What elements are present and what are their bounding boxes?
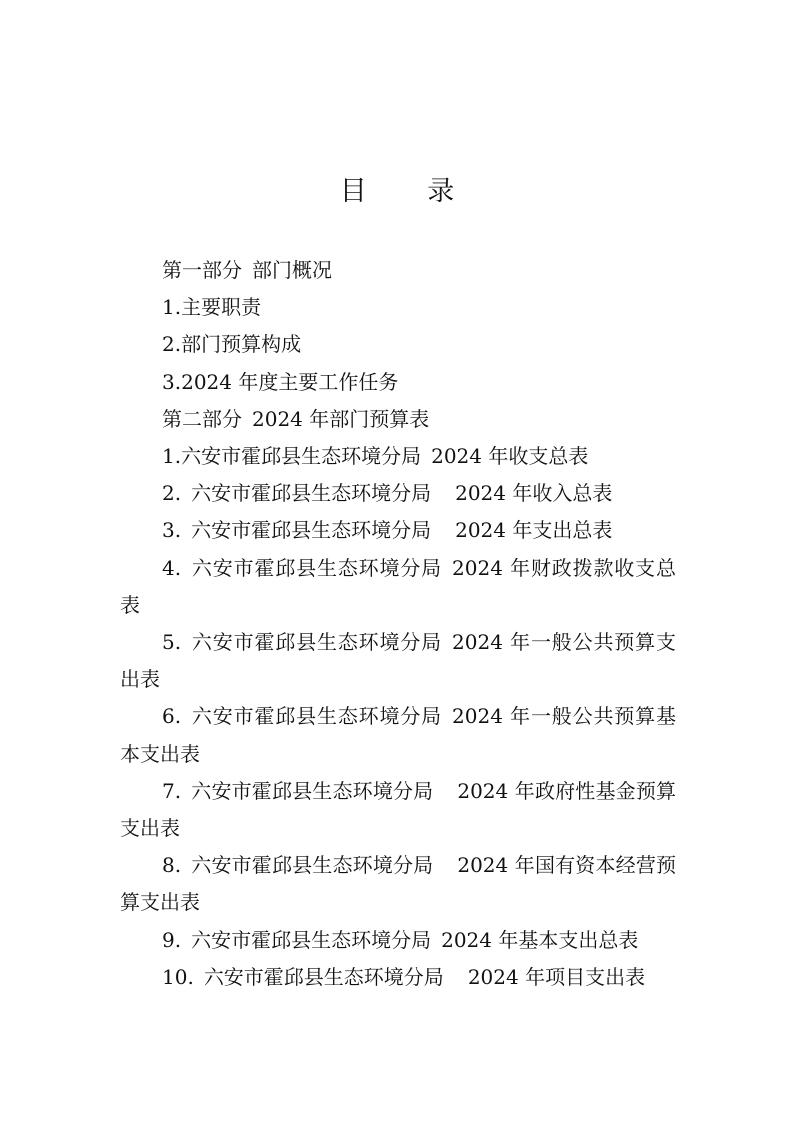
toc-entry-rest: 2024 年部门预算表 xyxy=(252,406,430,431)
toc-entry-2-2[interactable] xyxy=(120,475,676,512)
toc-entry-2-7[interactable] xyxy=(120,773,676,847)
toc-entry-2-1[interactable] xyxy=(120,438,676,475)
toc-entry-num: 1. xyxy=(162,295,182,320)
toc-entry-2-9[interactable] xyxy=(120,922,676,959)
toc-entry-rest: 2024 年国有资本经营预算支出表 xyxy=(120,853,677,915)
toc-entry-num: 4. xyxy=(162,555,182,580)
toc-entry-org: 六安市霍邱县生态环境分局 xyxy=(191,481,432,506)
toc-entry-org: 六安市霍邱县生态环境分局 xyxy=(191,630,443,655)
toc-entry-org: 六安市霍邱县生态环境分局 xyxy=(191,704,443,729)
toc-entry-org: 六安市霍邱县生态环境分局 xyxy=(191,518,432,543)
toc-entry-num: 2. xyxy=(162,481,182,506)
toc-entry-rest: 2024 年基本支出总表 xyxy=(441,927,639,952)
toc-entry-num: 3. xyxy=(162,518,182,543)
toc-entry-1-3[interactable] xyxy=(120,364,676,401)
toc-entry-rest: 2024 年收支总表 xyxy=(431,444,589,469)
toc-entry-2-8[interactable] xyxy=(120,847,676,921)
toc-entry-num: 3. xyxy=(162,369,182,394)
page-title: 目 录 xyxy=(339,176,481,207)
toc-entry-org: 六安市霍邱县生态环境分局 xyxy=(203,964,444,989)
toc-entry-rest: 部门预算构成 xyxy=(181,332,302,357)
toc-entry-org: 六安市霍邱县生态环境分局 xyxy=(181,444,422,469)
toc-entry-num: 5. xyxy=(162,630,182,655)
toc-entry-1-2[interactable] xyxy=(120,326,676,363)
toc-entry-2-3[interactable] xyxy=(120,512,676,549)
toc-entry-org: 第二部分 xyxy=(162,406,242,431)
toc-entry-2-6[interactable] xyxy=(120,698,676,772)
toc-entry-rest: 2024 年度主要工作任务 xyxy=(181,369,399,394)
toc-entry-num: 9. xyxy=(162,927,182,952)
toc-entry-num: 7. xyxy=(162,778,182,803)
toc-entry-rest: 2024 年一般公共预算支出表 xyxy=(120,630,676,692)
toc-entry-rest: 2024 年政府性基金预算支出表 xyxy=(120,778,677,841)
table-of-contents xyxy=(120,252,676,996)
toc-entry-part-2[interactable] xyxy=(120,401,676,438)
toc-entry-1-1[interactable] xyxy=(120,289,676,326)
toc-entry-rest: 2024 年一般公共预算基本支出表 xyxy=(120,704,676,766)
toc-entry-rest: 2024 年财政拨款收支总表 xyxy=(120,555,676,617)
toc-entry-2-5[interactable] xyxy=(120,624,676,698)
toc-entry-rest: 2024 年支出总表 xyxy=(455,518,613,543)
toc-entry-org: 六安市霍邱县生态环境分局 xyxy=(191,853,434,878)
toc-entry-rest: 2024 年收入总表 xyxy=(455,481,613,506)
toc-entry-rest: 部门概况 xyxy=(252,258,332,282)
toc-entry-part-1[interactable] xyxy=(120,252,676,289)
toc-entry-num: 2. xyxy=(162,332,182,357)
toc-entry-org: 六安市霍邱县生态环境分局 xyxy=(191,555,443,580)
toc-entry-org: 六安市霍邱县生态环境分局 xyxy=(191,927,432,952)
toc-entry-num: 8. xyxy=(162,853,182,878)
toc-entry-org: 六安市霍邱县生态环境分局 xyxy=(191,778,434,803)
toc-entry-num: 6. xyxy=(162,704,182,729)
toc-entry-org: 第一部分 xyxy=(162,258,242,282)
toc-entry-rest: 2024 年项目支出表 xyxy=(467,964,646,989)
toc-entry-2-10[interactable] xyxy=(120,959,676,996)
toc-entry-num: 1. xyxy=(162,444,182,469)
toc-entry-2-4[interactable] xyxy=(120,550,676,624)
toc-entry-num: 10. xyxy=(162,964,194,989)
toc-entry-rest: 主要职责 xyxy=(181,295,262,320)
